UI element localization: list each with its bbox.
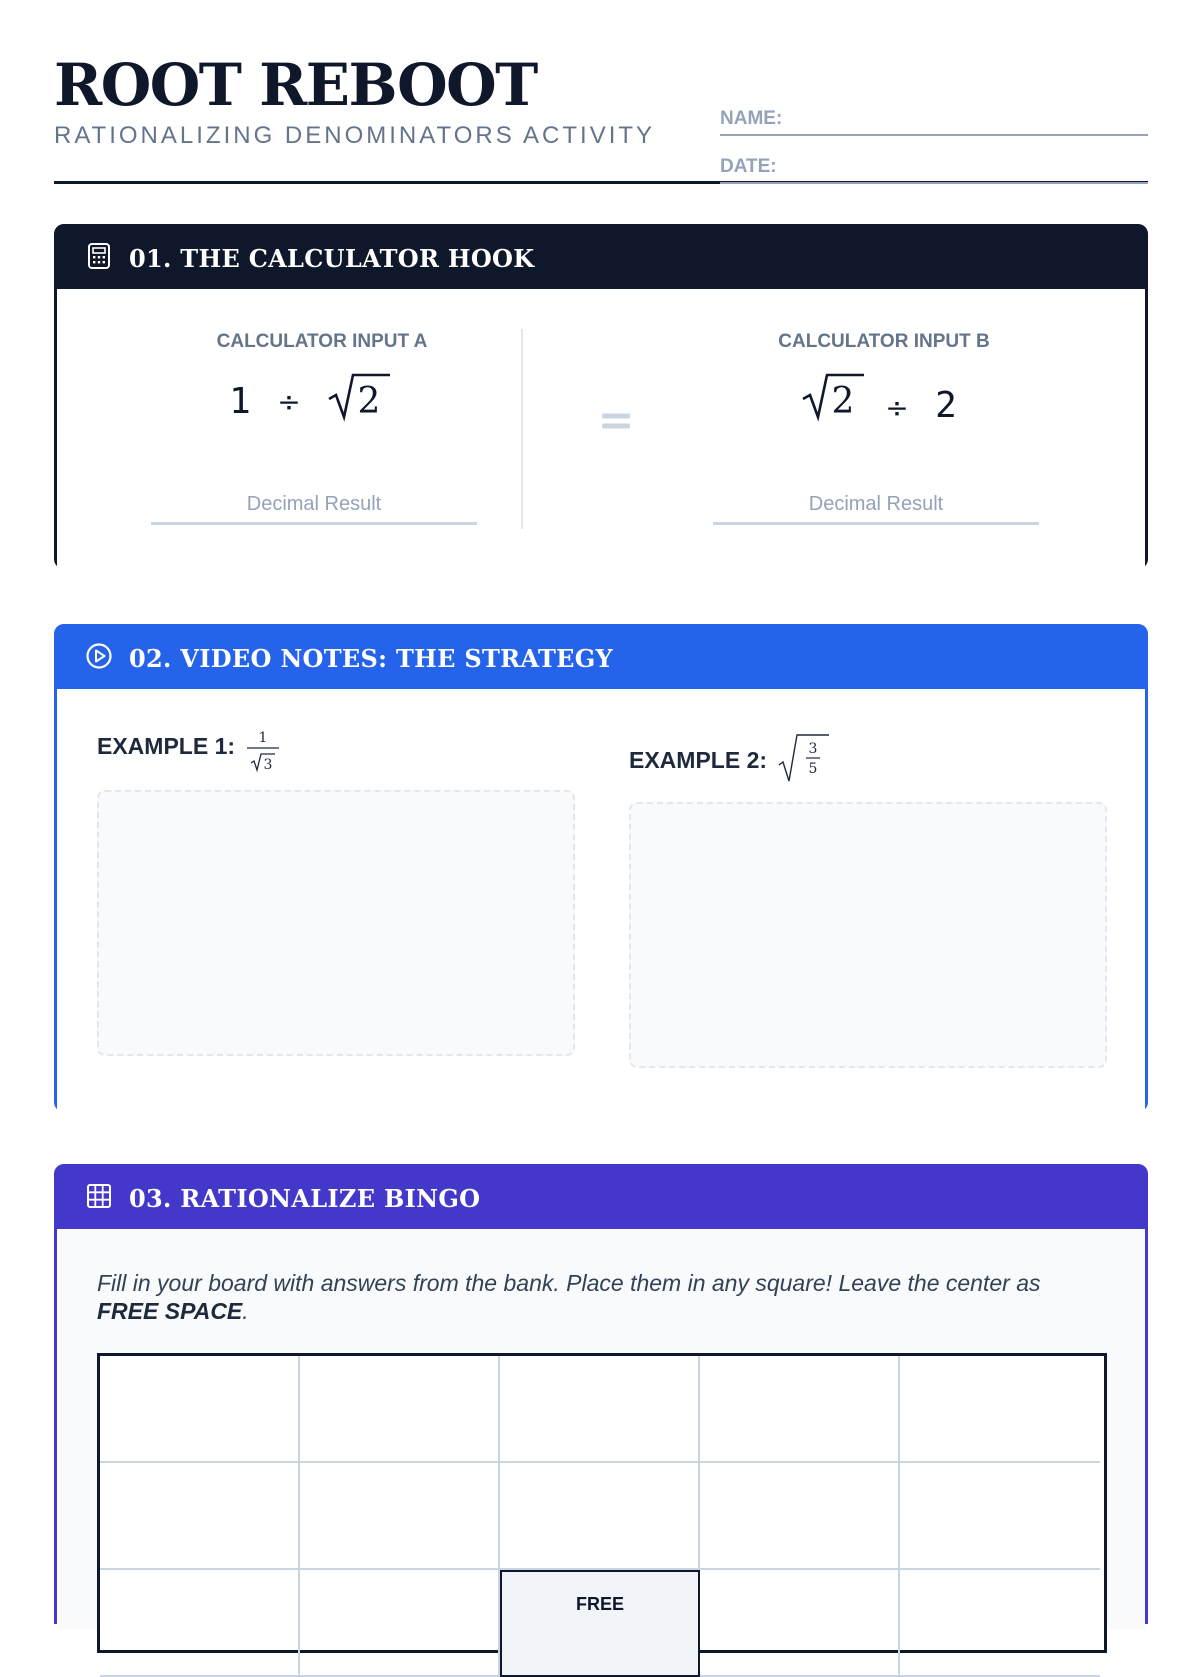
svg-text:1: 1 <box>258 730 268 746</box>
bingo-cell[interactable] <box>100 1463 300 1570</box>
decimal-result-a[interactable]: Decimal Result <box>151 493 477 525</box>
bingo-cell[interactable] <box>700 1356 900 1463</box>
grid-icon <box>85 1182 113 1210</box>
date-label: DATE: <box>720 156 777 177</box>
svg-text:5: 5 <box>808 761 818 777</box>
calculator-input-a <box>57 289 587 569</box>
expr-a-lhs: 1 <box>229 381 251 422</box>
name-label: NAME: <box>720 108 783 129</box>
bingo-free-space <box>500 1570 700 1677</box>
section-title: 03. RATIONALIZE BINGO <box>129 1184 481 1213</box>
svg-text:=: = <box>597 395 635 446</box>
expr-b-rhs: 2 <box>935 385 957 426</box>
example-2-label: EXAMPLE 2: <box>629 747 768 773</box>
bingo-cell[interactable] <box>100 1570 300 1677</box>
bingo-cell[interactable] <box>100 1356 300 1463</box>
calculator-hook-section <box>54 224 1148 569</box>
name-field[interactable] <box>720 110 1148 136</box>
decimal-result-b[interactable]: Decimal Result <box>713 493 1039 525</box>
bingo-cell[interactable] <box>900 1356 1100 1463</box>
bingo-cell[interactable] <box>300 1356 500 1463</box>
expr-b-op: ÷ <box>885 391 909 424</box>
calculator-input-b-label: CALCULATOR INPUT B <box>778 331 990 352</box>
page-header <box>54 51 1148 184</box>
example-1-work-area[interactable] <box>97 790 575 1056</box>
example-1-expression <box>243 727 283 777</box>
bingo-cell[interactable] <box>500 1463 700 1570</box>
expression-b <box>619 369 1149 429</box>
bingo-cell[interactable] <box>700 1570 900 1677</box>
svg-text:3: 3 <box>263 757 273 773</box>
play-circle-icon <box>85 642 113 670</box>
bingo-cell[interactable] <box>500 1356 700 1463</box>
bingo-cell[interactable] <box>300 1463 500 1570</box>
example-1-label: EXAMPLE 1: <box>97 733 236 759</box>
bingo-cell[interactable] <box>900 1463 1100 1570</box>
expression-a <box>57 369 587 429</box>
bingo-cell[interactable] <box>700 1463 900 1570</box>
example-2-expression <box>775 731 831 787</box>
bingo-instructions: Fill in your board with answers from the bank. Place them in any square! Leave the center as FREE SPACE. <box>97 1270 1041 1324</box>
video-notes-section <box>54 624 1148 1112</box>
bingo-board <box>97 1353 1107 1653</box>
calculator-input-b <box>619 289 1149 569</box>
section-header <box>57 627 1145 689</box>
bingo-section <box>54 1164 1148 1624</box>
svg-text:3: 3 <box>808 741 818 757</box>
expr-a-op: ÷ <box>277 385 301 418</box>
expr-a-radicand: 2 <box>357 381 381 422</box>
calc-divider <box>521 329 523 529</box>
calculator-icon <box>85 242 113 270</box>
section-title: 02. VIDEO NOTES: THE STRATEGY <box>129 644 613 673</box>
section-header <box>57 227 1145 289</box>
calculator-input-a-label: CALCULATOR INPUT A <box>216 331 428 352</box>
page-subtitle: RATIONALIZING DENOMINATORS ACTIVITY <box>54 122 656 149</box>
date-field[interactable] <box>720 158 1148 184</box>
free-space-label: FREE <box>575 1594 624 1614</box>
page-title: ROOT REBOOT <box>54 51 537 119</box>
example-2-work-area[interactable] <box>629 802 1107 1068</box>
section-header <box>57 1167 1145 1229</box>
expr-b-radicand: 2 <box>831 381 855 422</box>
section-title: 01. THE CALCULATOR HOOK <box>129 244 535 273</box>
bingo-cell[interactable] <box>900 1570 1100 1677</box>
bingo-cell[interactable] <box>300 1570 500 1677</box>
